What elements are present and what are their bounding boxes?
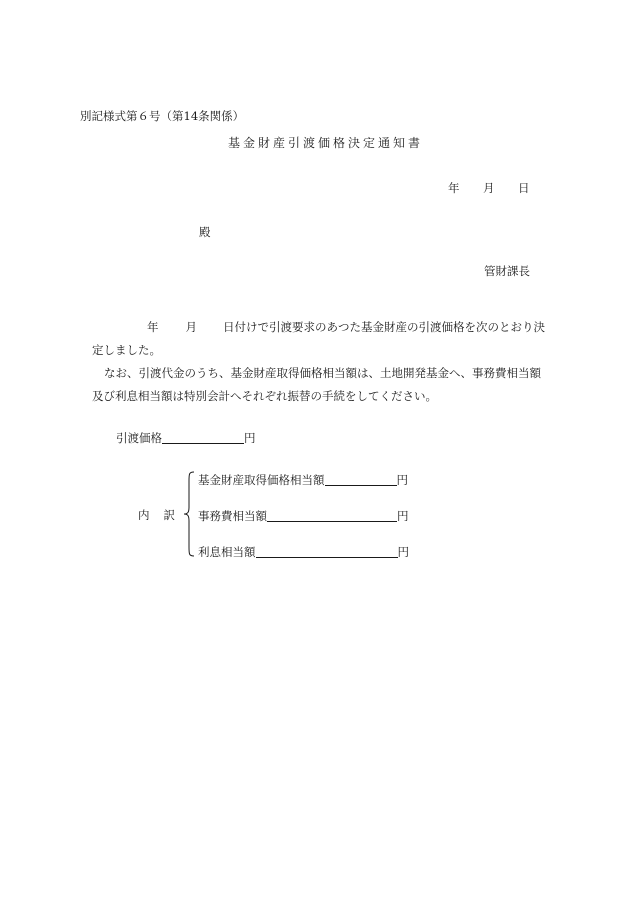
paragraph-1-line-1 bbox=[80, 316, 555, 339]
issuer-title: 管財課長 bbox=[484, 264, 530, 278]
breakdown-label bbox=[138, 510, 175, 522]
date-year-label: 年 bbox=[448, 181, 460, 195]
breakdown-item-unit: 円 bbox=[397, 508, 409, 523]
notice-body bbox=[80, 316, 555, 408]
paragraph-2-line-2: 及び利息相当額は特別会計へそれぞれ振替の手続をしてください。 bbox=[92, 389, 437, 403]
date-day-label: 日 bbox=[518, 181, 530, 195]
price-blank-line bbox=[162, 431, 244, 444]
paragraph-1-year: 年 bbox=[147, 320, 159, 334]
breakdown-item bbox=[198, 545, 409, 558]
paragraph-1-text: 日付けで引渡要求のあつた基金財産の引渡価格を次のとおり決 bbox=[223, 320, 545, 334]
addressee-honorific: 殿 bbox=[199, 225, 211, 239]
breakdown-item-blank-line bbox=[325, 473, 397, 486]
paragraph-1-line-2: 定しました。 bbox=[92, 343, 161, 357]
price-row bbox=[116, 431, 256, 444]
breakdown-item-label: 利息相当額 bbox=[198, 544, 256, 559]
breakdown-item-unit: 円 bbox=[397, 544, 409, 559]
breakdown-item-label: 事務費相当額 bbox=[198, 508, 267, 523]
breakdown-item-unit: 円 bbox=[396, 472, 408, 487]
breakdown-label-2: 訳 bbox=[163, 508, 175, 522]
paragraph-2-line-1: なお、引渡代金のうち、基金財産取得価格相当額は、土地開発基金へ、事務費相当額 bbox=[104, 366, 541, 380]
breakdown-item bbox=[198, 473, 408, 486]
document-title: 基金財産引渡価格決定通知書 bbox=[228, 136, 424, 150]
breakdown-item-label: 基金財産取得価格相当額 bbox=[198, 472, 325, 487]
breakdown-label-1: 内 bbox=[138, 508, 150, 522]
form-reference: 別記様式第６号（第14条関係） bbox=[80, 109, 245, 123]
breakdown-item-blank-line bbox=[256, 545, 398, 558]
price-unit: 円 bbox=[244, 430, 256, 445]
breakdown-item-blank-line bbox=[267, 509, 397, 522]
left-brace bbox=[182, 471, 196, 557]
breakdown-item bbox=[198, 509, 409, 522]
date-month-label: 月 bbox=[483, 181, 495, 195]
paragraph-1-month: 月 bbox=[185, 320, 197, 334]
price-label: 引渡価格 bbox=[116, 430, 162, 445]
